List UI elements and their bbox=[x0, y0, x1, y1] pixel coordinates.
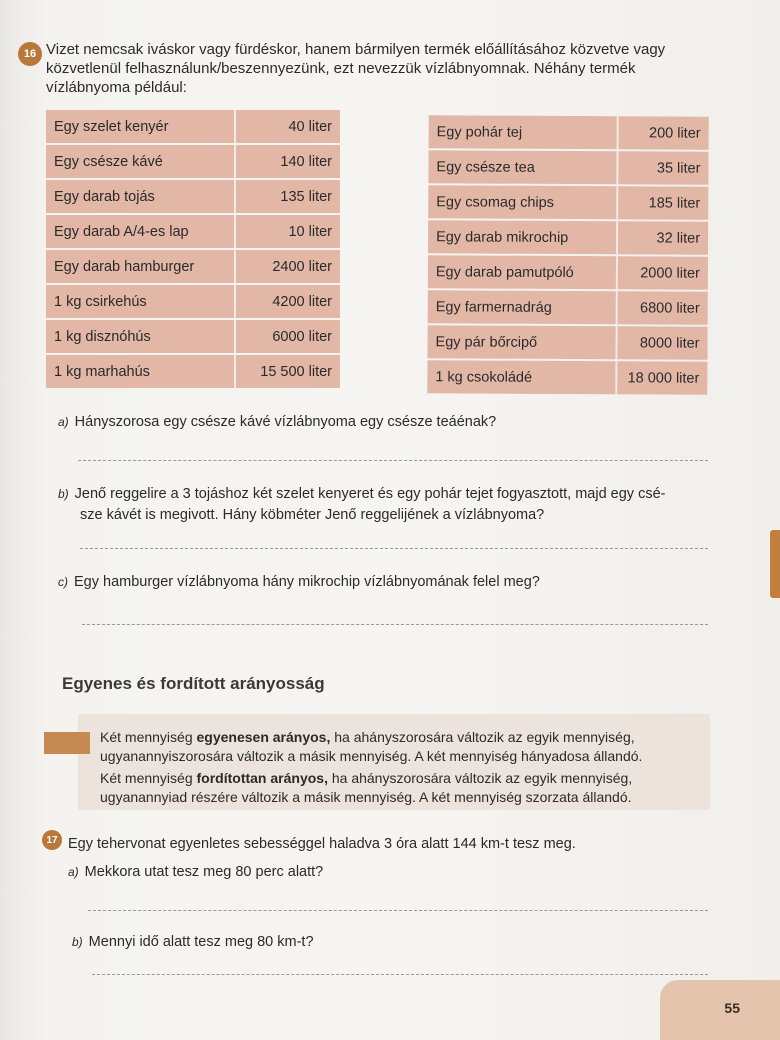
page-number: 55 bbox=[724, 1000, 740, 1016]
product-name: Egy darab pamutpóló bbox=[428, 255, 618, 289]
product-name: Egy csésze tea bbox=[428, 150, 618, 184]
product-name: Egy darab mikrochip bbox=[428, 220, 618, 254]
table-row-right bbox=[427, 325, 707, 359]
def1-line2: ugyanannyiszorosára változik a másik mennyiség. A két mennyiség hányadosa állandó. bbox=[100, 747, 643, 764]
water-footprint-value: 40 liter bbox=[236, 110, 340, 143]
exercise-17-number: 17 bbox=[46, 834, 58, 846]
table-row-right bbox=[428, 185, 708, 219]
water-footprint-value: 6800 liter bbox=[618, 291, 708, 324]
table-row-left bbox=[46, 215, 340, 248]
exercise-16-badge bbox=[18, 42, 42, 66]
product-name: Egy darab A/4-es lap bbox=[46, 215, 236, 248]
table-row-right bbox=[428, 220, 708, 254]
product-name: 1 kg disznóhús bbox=[46, 320, 236, 353]
product-name: 1 kg marhahús bbox=[46, 355, 236, 388]
product-name: Egy szelet kenyér bbox=[46, 110, 236, 143]
table-row-right bbox=[428, 255, 708, 289]
question-17b-text: Mennyi idő alatt tesz meg 80 km-t? bbox=[88, 934, 314, 950]
question-17b bbox=[72, 932, 314, 953]
water-footprint-value: 185 liter bbox=[618, 186, 708, 219]
def1-post: ha ahányszorosára változik az egyik mennyiség, bbox=[330, 729, 635, 745]
exercise-16-intro: Vizet nemcsak iváskor vagy fürdéskor, hanem bármilyen termék előállításához közvetve vagy közvetlenül felhasználunk/beszennyezünk, ezt nevezzük vízlábnyomnak. Néhány termék vízlábnyoma például: bbox=[46, 41, 666, 96]
question-17a-label: a) bbox=[68, 865, 79, 879]
water-footprint-value: 18 000 liter bbox=[617, 361, 707, 394]
answer-line-16b[interactable] bbox=[80, 548, 708, 549]
table-row-left bbox=[46, 180, 340, 213]
answer-line-16c[interactable] bbox=[82, 624, 708, 625]
question-16b-line1: Jenő reggelire a 3 tojáshoz két szelet kenyeret és egy pohár tejet fogyasztott, majd egy csé- bbox=[74, 486, 666, 502]
water-footprint-value: 8000 liter bbox=[617, 326, 707, 359]
question-16a-text: Hányszorosa egy csésze kávé vízlábnyoma egy csésze teáénak? bbox=[74, 414, 497, 430]
def2-post: ha ahányszorosára változik az egyik mennyiség, bbox=[327, 770, 633, 786]
definition-marker bbox=[44, 732, 90, 754]
product-name: Egy pohár tej bbox=[429, 115, 619, 149]
question-17a bbox=[68, 862, 323, 883]
section-title: Egyenes és fordított arányosság bbox=[62, 674, 325, 693]
water-footprint-table-left bbox=[46, 108, 340, 390]
answer-line-17b[interactable] bbox=[92, 974, 708, 975]
question-16c bbox=[58, 572, 540, 593]
def2-pre: Két mennyiség bbox=[100, 770, 197, 786]
question-16b-line2: sze kávét is megivott. Hány köbméter Jenő reggelijének a vízlábnyoma? bbox=[80, 507, 545, 523]
table-row-left bbox=[46, 250, 340, 283]
water-footprint-value: 140 liter bbox=[236, 145, 340, 178]
def1-pre: Két mennyiség bbox=[100, 729, 197, 745]
water-footprint-value: 10 liter bbox=[236, 215, 340, 248]
definition-inverse bbox=[100, 769, 700, 806]
definition-direct bbox=[100, 728, 700, 765]
product-name: 1 kg csokoládé bbox=[427, 360, 617, 394]
product-name: Egy csomag chips bbox=[428, 185, 618, 219]
question-16a bbox=[58, 412, 496, 433]
question-16b-label: b) bbox=[58, 487, 69, 501]
table-row-right bbox=[427, 360, 707, 394]
product-name: Egy darab tojás bbox=[46, 180, 236, 213]
product-name: Egy pár bőrcipő bbox=[427, 325, 617, 359]
water-footprint-value: 15 500 liter bbox=[236, 355, 340, 388]
question-16b bbox=[58, 484, 718, 526]
water-footprint-value: 4200 liter bbox=[236, 285, 340, 318]
table-row-left bbox=[46, 145, 340, 178]
water-footprint-value: 6000 liter bbox=[236, 320, 340, 353]
water-footprint-value: 35 liter bbox=[618, 151, 708, 184]
answer-line-16a[interactable] bbox=[78, 460, 708, 461]
table-row-left bbox=[46, 110, 340, 143]
table-row-right bbox=[429, 115, 709, 149]
definition-text bbox=[100, 728, 700, 810]
table-row-left bbox=[46, 320, 340, 353]
def1-term: egyenesen arányos, bbox=[196, 729, 331, 745]
exercise-17-badge bbox=[42, 830, 62, 850]
table-row-left bbox=[46, 285, 340, 318]
product-name: Egy darab hamburger bbox=[46, 250, 236, 283]
answer-line-17a[interactable] bbox=[88, 910, 708, 911]
product-name: 1 kg csirkehús bbox=[46, 285, 236, 318]
table-row-left bbox=[46, 355, 340, 388]
question-16c-text: Egy hamburger vízlábnyoma hány mikrochip vízlábnyomának felel meg? bbox=[74, 574, 540, 590]
side-tab bbox=[770, 530, 780, 598]
question-16c-label: c) bbox=[58, 575, 68, 589]
table-row-right bbox=[428, 150, 708, 184]
question-17b-label: b) bbox=[72, 935, 83, 949]
question-16a-label: a) bbox=[58, 415, 69, 429]
product-name: Egy csésze kávé bbox=[46, 145, 236, 178]
table-row-right bbox=[428, 290, 708, 324]
water-footprint-value: 135 liter bbox=[236, 180, 340, 213]
page-corner bbox=[660, 980, 780, 1040]
product-name: Egy farmernadrág bbox=[428, 290, 618, 324]
water-footprint-value: 2400 liter bbox=[236, 250, 340, 283]
exercise-17-text: Egy tehervonat egyenletes sebességgel haladva 3 óra alatt 144 km-t tesz meg. bbox=[68, 836, 576, 852]
def2-term: fordítottan arányos, bbox=[196, 770, 328, 786]
exercise-16-number: 16 bbox=[23, 48, 37, 60]
water-footprint-value: 2000 liter bbox=[618, 256, 708, 289]
question-17a-text: Mekkora utat tesz meg 80 perc alatt? bbox=[84, 864, 324, 880]
water-footprint-value: 200 liter bbox=[619, 116, 709, 149]
water-footprint-table-right bbox=[427, 113, 708, 396]
water-footprint-value: 32 liter bbox=[618, 221, 708, 254]
def2-line2: ugyanannyiad részére változik a másik mennyiség. A két mennyiség szorzata állandó. bbox=[100, 788, 632, 805]
